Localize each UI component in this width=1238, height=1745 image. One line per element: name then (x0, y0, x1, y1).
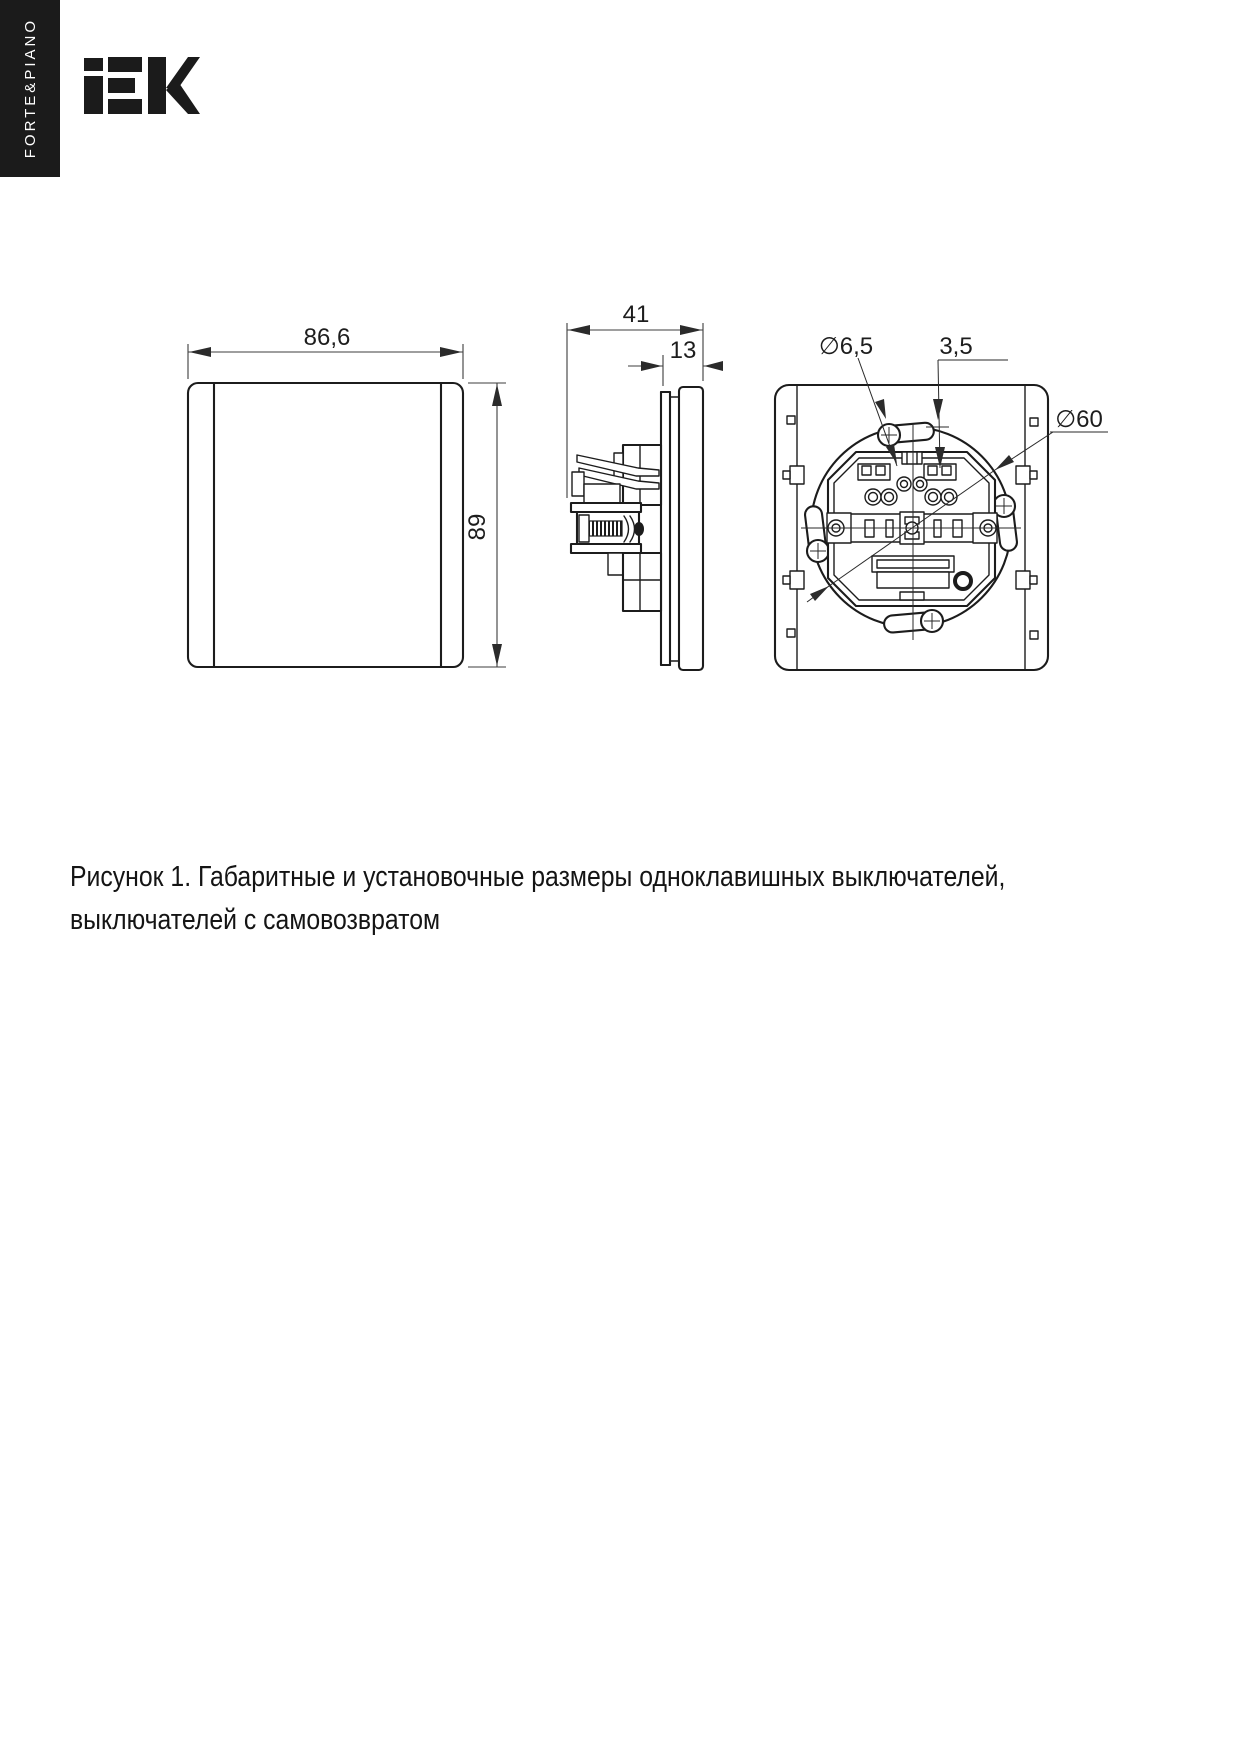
mount-circle-label: ∅60 (1055, 406, 1103, 433)
side-depth-label: 41 (622, 301, 650, 328)
figure-area (0, 0, 1238, 780)
figure-caption (70, 856, 1139, 942)
front-width-label: 86,6 (303, 324, 351, 351)
hole-diameter-label: ∅6,5 (818, 333, 874, 360)
front-width-dimension (188, 324, 463, 379)
series-label: FORTE&PIANO (21, 18, 39, 159)
slot-width-label: 3,5 (939, 333, 973, 360)
front-height-dimension (464, 383, 506, 667)
figure-caption-line1: Рисунок 1. Габаритные и установочные размеры одноклавишных выключателей, (70, 861, 1006, 893)
back-view (775, 333, 1108, 670)
front-height-label: 89 (464, 513, 491, 541)
side-faceplate-label: 13 (669, 337, 697, 364)
side-faceplate-dimension (628, 337, 723, 386)
figure-caption-line2: выключателей с самовозвратом (70, 904, 441, 936)
front-view (188, 324, 506, 667)
figure-drawings (0, 0, 1238, 780)
side-mechanism (571, 445, 661, 611)
side-view (567, 301, 723, 670)
